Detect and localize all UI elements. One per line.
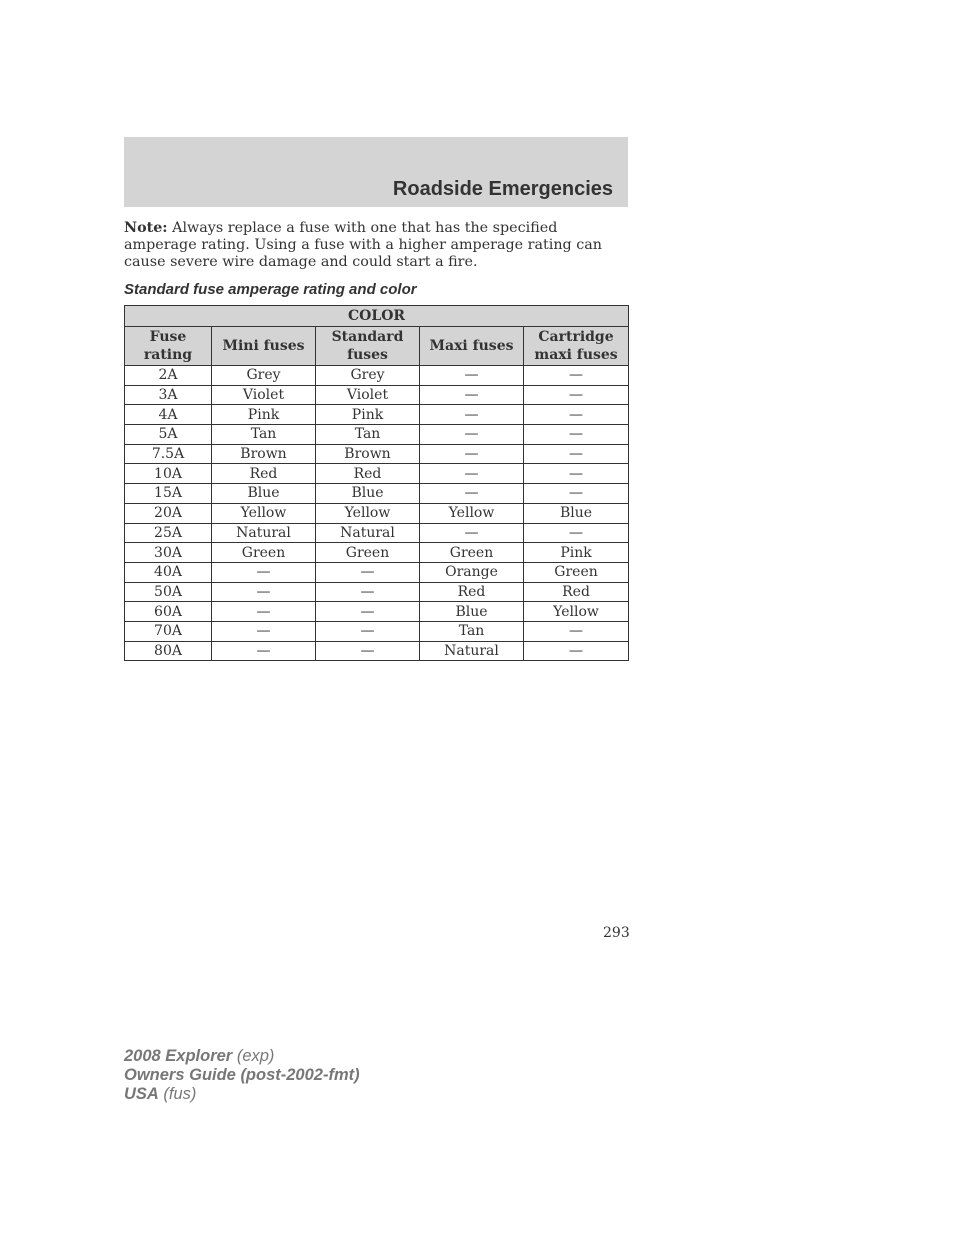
- table-cell: —: [524, 366, 629, 386]
- table-cell: Brown: [212, 444, 316, 464]
- table-cell: —: [420, 425, 524, 445]
- table-cell: —: [420, 366, 524, 386]
- table-cell: Violet: [212, 385, 316, 405]
- footer-line-model: 2008 Explorer (exp): [124, 1047, 275, 1065]
- table-row: [125, 621, 629, 641]
- table-cell: —: [316, 602, 420, 622]
- table-row: [125, 641, 629, 661]
- table-row: [125, 562, 629, 582]
- table-cell: Tan: [316, 425, 420, 445]
- table-row: [125, 543, 629, 563]
- document-footer: [124, 1047, 360, 1104]
- table-cell: 7.5A: [125, 444, 212, 464]
- table-cell: —: [420, 523, 524, 543]
- table-cell: 40A: [125, 562, 212, 582]
- table-cell: —: [316, 582, 420, 602]
- table-cell: Green: [524, 562, 629, 582]
- table-row: [125, 366, 629, 386]
- table-cell: Blue: [420, 602, 524, 622]
- table-cell: Red: [316, 464, 420, 484]
- column-header: Maxi fuses: [420, 327, 524, 366]
- table-row: [125, 484, 629, 504]
- table-cell: Red: [212, 464, 316, 484]
- table-cell: Pink: [212, 405, 316, 425]
- footer-line-guide: Owners Guide (post-2002-fmt): [124, 1066, 360, 1084]
- table-cell: Tan: [212, 425, 316, 445]
- table-row: [125, 464, 629, 484]
- table-cell: Grey: [212, 366, 316, 386]
- table-cell: —: [420, 484, 524, 504]
- table-cell: —: [420, 385, 524, 405]
- column-header: Mini fuses: [212, 327, 316, 366]
- table-cell: Blue: [316, 484, 420, 504]
- table-cell: —: [524, 385, 629, 405]
- table-row: [125, 425, 629, 445]
- table-cell: 60A: [125, 602, 212, 622]
- table-cell: 50A: [125, 582, 212, 602]
- table-cell: Natural: [212, 523, 316, 543]
- table-cell: —: [212, 641, 316, 661]
- table-cell: Natural: [316, 523, 420, 543]
- note-label: Note:: [124, 220, 168, 236]
- table-cell: —: [316, 641, 420, 661]
- table-cell: 70A: [125, 621, 212, 641]
- table-cell: Blue: [212, 484, 316, 504]
- section-title: Roadside Emergencies: [392, 178, 613, 200]
- table-row: [125, 385, 629, 405]
- note-paragraph: [124, 220, 628, 271]
- table-cell: —: [524, 464, 629, 484]
- table-row: [125, 582, 629, 602]
- table-cell: 30A: [125, 543, 212, 563]
- table-row: [125, 523, 629, 543]
- table-cell: —: [524, 405, 629, 425]
- table-row: [125, 444, 629, 464]
- column-header: Fuse rating: [125, 327, 212, 366]
- table-cell: —: [524, 425, 629, 445]
- fuse-color-table: [124, 305, 629, 661]
- table-cell: Yellow: [316, 503, 420, 523]
- table-cell: —: [212, 562, 316, 582]
- table-cell: Yellow: [524, 602, 629, 622]
- table-cell: —: [524, 523, 629, 543]
- table-cell: Blue: [524, 503, 629, 523]
- table-cell: Green: [212, 543, 316, 563]
- table-cell: Grey: [316, 366, 420, 386]
- table-cell: 3A: [125, 385, 212, 405]
- table-cell: 25A: [125, 523, 212, 543]
- table-row: [125, 405, 629, 425]
- table-cell: —: [524, 641, 629, 661]
- table-cell: 15A: [125, 484, 212, 504]
- table-row: [125, 602, 629, 622]
- note-text: Always replace a fuse with one that has the specified amperage rating. Using a fuse with a higher amperage rating can cause severe wire damage and could start a fire.: [124, 220, 602, 270]
- table-cell: Natural: [420, 641, 524, 661]
- table-cell: Tan: [420, 621, 524, 641]
- color-group-header: COLOR: [125, 306, 629, 327]
- table-cell: —: [316, 562, 420, 582]
- table-row: [125, 503, 629, 523]
- table-cell: Yellow: [212, 503, 316, 523]
- table-cell: —: [212, 621, 316, 641]
- column-header: Standard fuses: [316, 327, 420, 366]
- table-cell: —: [524, 444, 629, 464]
- table-cell: Orange: [420, 562, 524, 582]
- table-cell: Pink: [524, 543, 629, 563]
- column-header: Cartridge maxi fuses: [524, 327, 629, 366]
- table-cell: Yellow: [420, 503, 524, 523]
- table-cell: —: [212, 602, 316, 622]
- table-cell: —: [524, 621, 629, 641]
- table-cell: Brown: [316, 444, 420, 464]
- section-header-band: [124, 137, 628, 207]
- table-cell: —: [420, 444, 524, 464]
- table-caption: Standard fuse amperage rating and color: [124, 281, 417, 298]
- table-cell: 80A: [125, 641, 212, 661]
- table-cell: 10A: [125, 464, 212, 484]
- table-cell: 2A: [125, 366, 212, 386]
- table-cell: —: [316, 621, 420, 641]
- table-cell: Red: [420, 582, 524, 602]
- table-cell: —: [212, 582, 316, 602]
- page-number: 293: [603, 925, 630, 941]
- table-cell: 4A: [125, 405, 212, 425]
- table-cell: 5A: [125, 425, 212, 445]
- footer-line-market: USA (fus): [124, 1085, 197, 1103]
- table-cell: —: [420, 464, 524, 484]
- table-cell: Green: [420, 543, 524, 563]
- table-cell: Red: [524, 582, 629, 602]
- table-cell: Pink: [316, 405, 420, 425]
- table-cell: 20A: [125, 503, 212, 523]
- table-cell: Violet: [316, 385, 420, 405]
- table-cell: —: [420, 405, 524, 425]
- table-cell: —: [524, 484, 629, 504]
- table-cell: Green: [316, 543, 420, 563]
